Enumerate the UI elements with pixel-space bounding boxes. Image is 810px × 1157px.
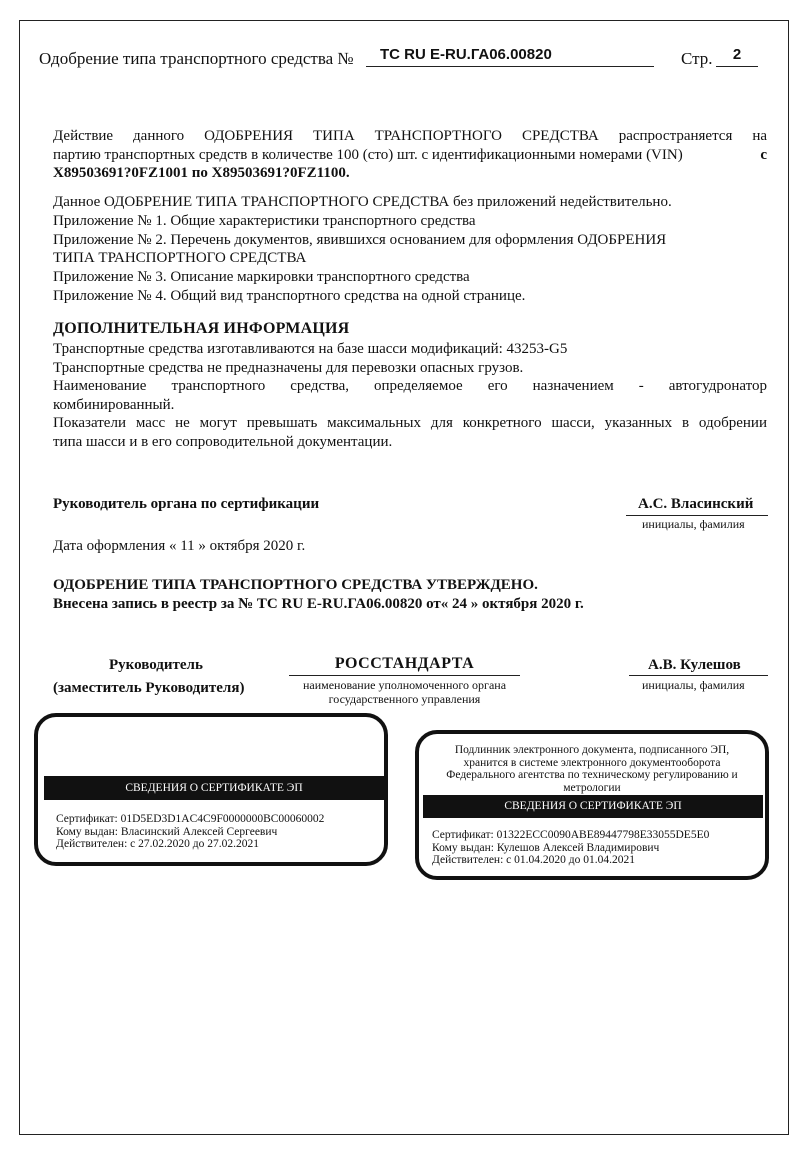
signatory-caption: инициалы, фамилия bbox=[642, 517, 745, 531]
certificate-details bbox=[56, 813, 324, 851]
certificate-stamp-left bbox=[34, 713, 388, 866]
issue-date: Дата оформления « 11 » октября 2020 г. bbox=[53, 538, 306, 554]
signatory-role: Руководитель органа по сертификации bbox=[53, 496, 320, 512]
appendix-item: Приложение № 4. Общий вид транспортного средства на одной странице. bbox=[53, 287, 526, 304]
intro-paragraph bbox=[53, 127, 767, 183]
info-line: Транспортные средства изготавливаются на базе шасси модификаций: 43253-G5 bbox=[53, 341, 568, 357]
vin-range: X89503691?0FZ1001 по X89503691?0FZ1100. bbox=[53, 165, 350, 181]
certificate-serial: Сертификат: 01322ECC0090ABE89447798E33055DE5E0 bbox=[432, 829, 710, 841]
info-line: комбинированный. bbox=[53, 396, 175, 413]
intro-line bbox=[53, 146, 767, 165]
organization-caption: наименование уполномоченного органа bbox=[302, 678, 507, 692]
registry-entry: Внесена запись в реестр за № ТС RU E-RU.ГА06.00820 от« 24 » октября 2020 г. bbox=[53, 596, 584, 612]
appendix-list bbox=[53, 193, 767, 306]
certificate-validity: Действителен: с 27.02.2020 до 27.02.2021 bbox=[56, 838, 259, 850]
page-label: Стр. bbox=[681, 49, 713, 68]
certificate-header: СВЕДЕНИЯ О СЕРТИФИКАТЕ ЭП bbox=[423, 795, 763, 818]
signature-line bbox=[626, 515, 768, 516]
additional-info bbox=[53, 340, 767, 451]
signatory-name: А.С. Власинский bbox=[638, 496, 754, 512]
certificate-serial: Сертификат: 01D5ED3D1AC4C9F0000000BC00060002 bbox=[56, 813, 325, 825]
signature-line bbox=[629, 675, 768, 676]
signatory2-caption: инициалы, фамилия bbox=[642, 678, 745, 692]
note-line: метрологии bbox=[563, 781, 621, 794]
certificate-owner: Кому выдан: Власинский Алексей Сергеевич bbox=[56, 825, 278, 838]
approval-number: ТС RU E-RU.ГА06.00820 bbox=[366, 46, 654, 67]
info-line: типа шасси и в его сопроводительной документации. bbox=[53, 433, 393, 450]
intro-line: Действие данного ОДОБРЕНИЯ ТИПА ТРАНСПОРТНОГО СРЕДСТВА распространяется на bbox=[53, 128, 767, 144]
header-title: Одобрение типа транспортного средства № bbox=[39, 49, 354, 68]
organization-caption: государственного управления bbox=[328, 692, 481, 706]
appendix-item: Приложение № 1. Общие характеристики транспортного средства bbox=[53, 212, 476, 229]
certificate-validity: Действителен: с 01.04.2020 до 01.04.2021 bbox=[432, 854, 635, 866]
appendix-item: Приложение № 2. Перечень документов, явившихся основанием для оформления ОДОБРЕНИЯ bbox=[53, 231, 667, 248]
certificate-details bbox=[432, 829, 709, 867]
organization-line bbox=[289, 675, 520, 676]
intro-line-bold: с bbox=[760, 146, 767, 163]
organization-name: РОССТАНДАРТА bbox=[334, 655, 475, 672]
signatory2-role-sub: (заместитель Руководителя) bbox=[53, 680, 245, 696]
page-number: 2 bbox=[716, 46, 758, 67]
intro-line-text: партию транспортных средств в количестве 100 (сто) шт. с идентификационными номерами (VIN) bbox=[53, 146, 683, 163]
signatory2-name: А.В. Кулешов bbox=[648, 657, 741, 673]
certificate-owner: Кому выдан: Кулешов Алексей Владимирович bbox=[432, 841, 660, 854]
info-line: Показатели масс не могут превышать максимальных для конкретного шасси, указанных в одобрении bbox=[53, 415, 767, 431]
note-line: Федерального агентства по техническому регулированию и bbox=[446, 769, 738, 781]
approval-statement: ОДОБРЕНИЕ ТИПА ТРАНСПОРТНОГО СРЕДСТВА УТВЕРЖДЕНО. bbox=[53, 577, 538, 593]
certificate-header: СВЕДЕНИЯ О СЕРТИФИКАТЕ ЭП bbox=[44, 776, 384, 800]
signatory2-role: Руководитель bbox=[109, 657, 203, 673]
certificate-stamp-right bbox=[415, 730, 769, 880]
note-line: Подлинник электронного документа, подписанного ЭП, bbox=[454, 744, 730, 756]
appendix-item: Приложение № 3. Описание маркировки транспортного средства bbox=[53, 269, 470, 286]
info-line: Наименование транспортного средства, определяемое его назначением - автогудронатор bbox=[53, 378, 767, 394]
info-line: Транспортные средства не предназначены для перевозки опасных грузов. bbox=[53, 359, 524, 376]
appendix-note: Данное ОДОБРЕНИЕ ТИПА ТРАНСПОРТНОГО СРЕДСТВА без приложений недействительно. bbox=[53, 194, 672, 210]
certificate-note bbox=[423, 744, 761, 794]
section-title: ДОПОЛНИТЕЛЬНАЯ ИНФОРМАЦИЯ bbox=[53, 320, 350, 337]
appendix-item: ТИПА ТРАНСПОРТНОГО СРЕДСТВА bbox=[53, 250, 307, 267]
note-line: хранится в системе электронного документооборота bbox=[463, 756, 721, 769]
